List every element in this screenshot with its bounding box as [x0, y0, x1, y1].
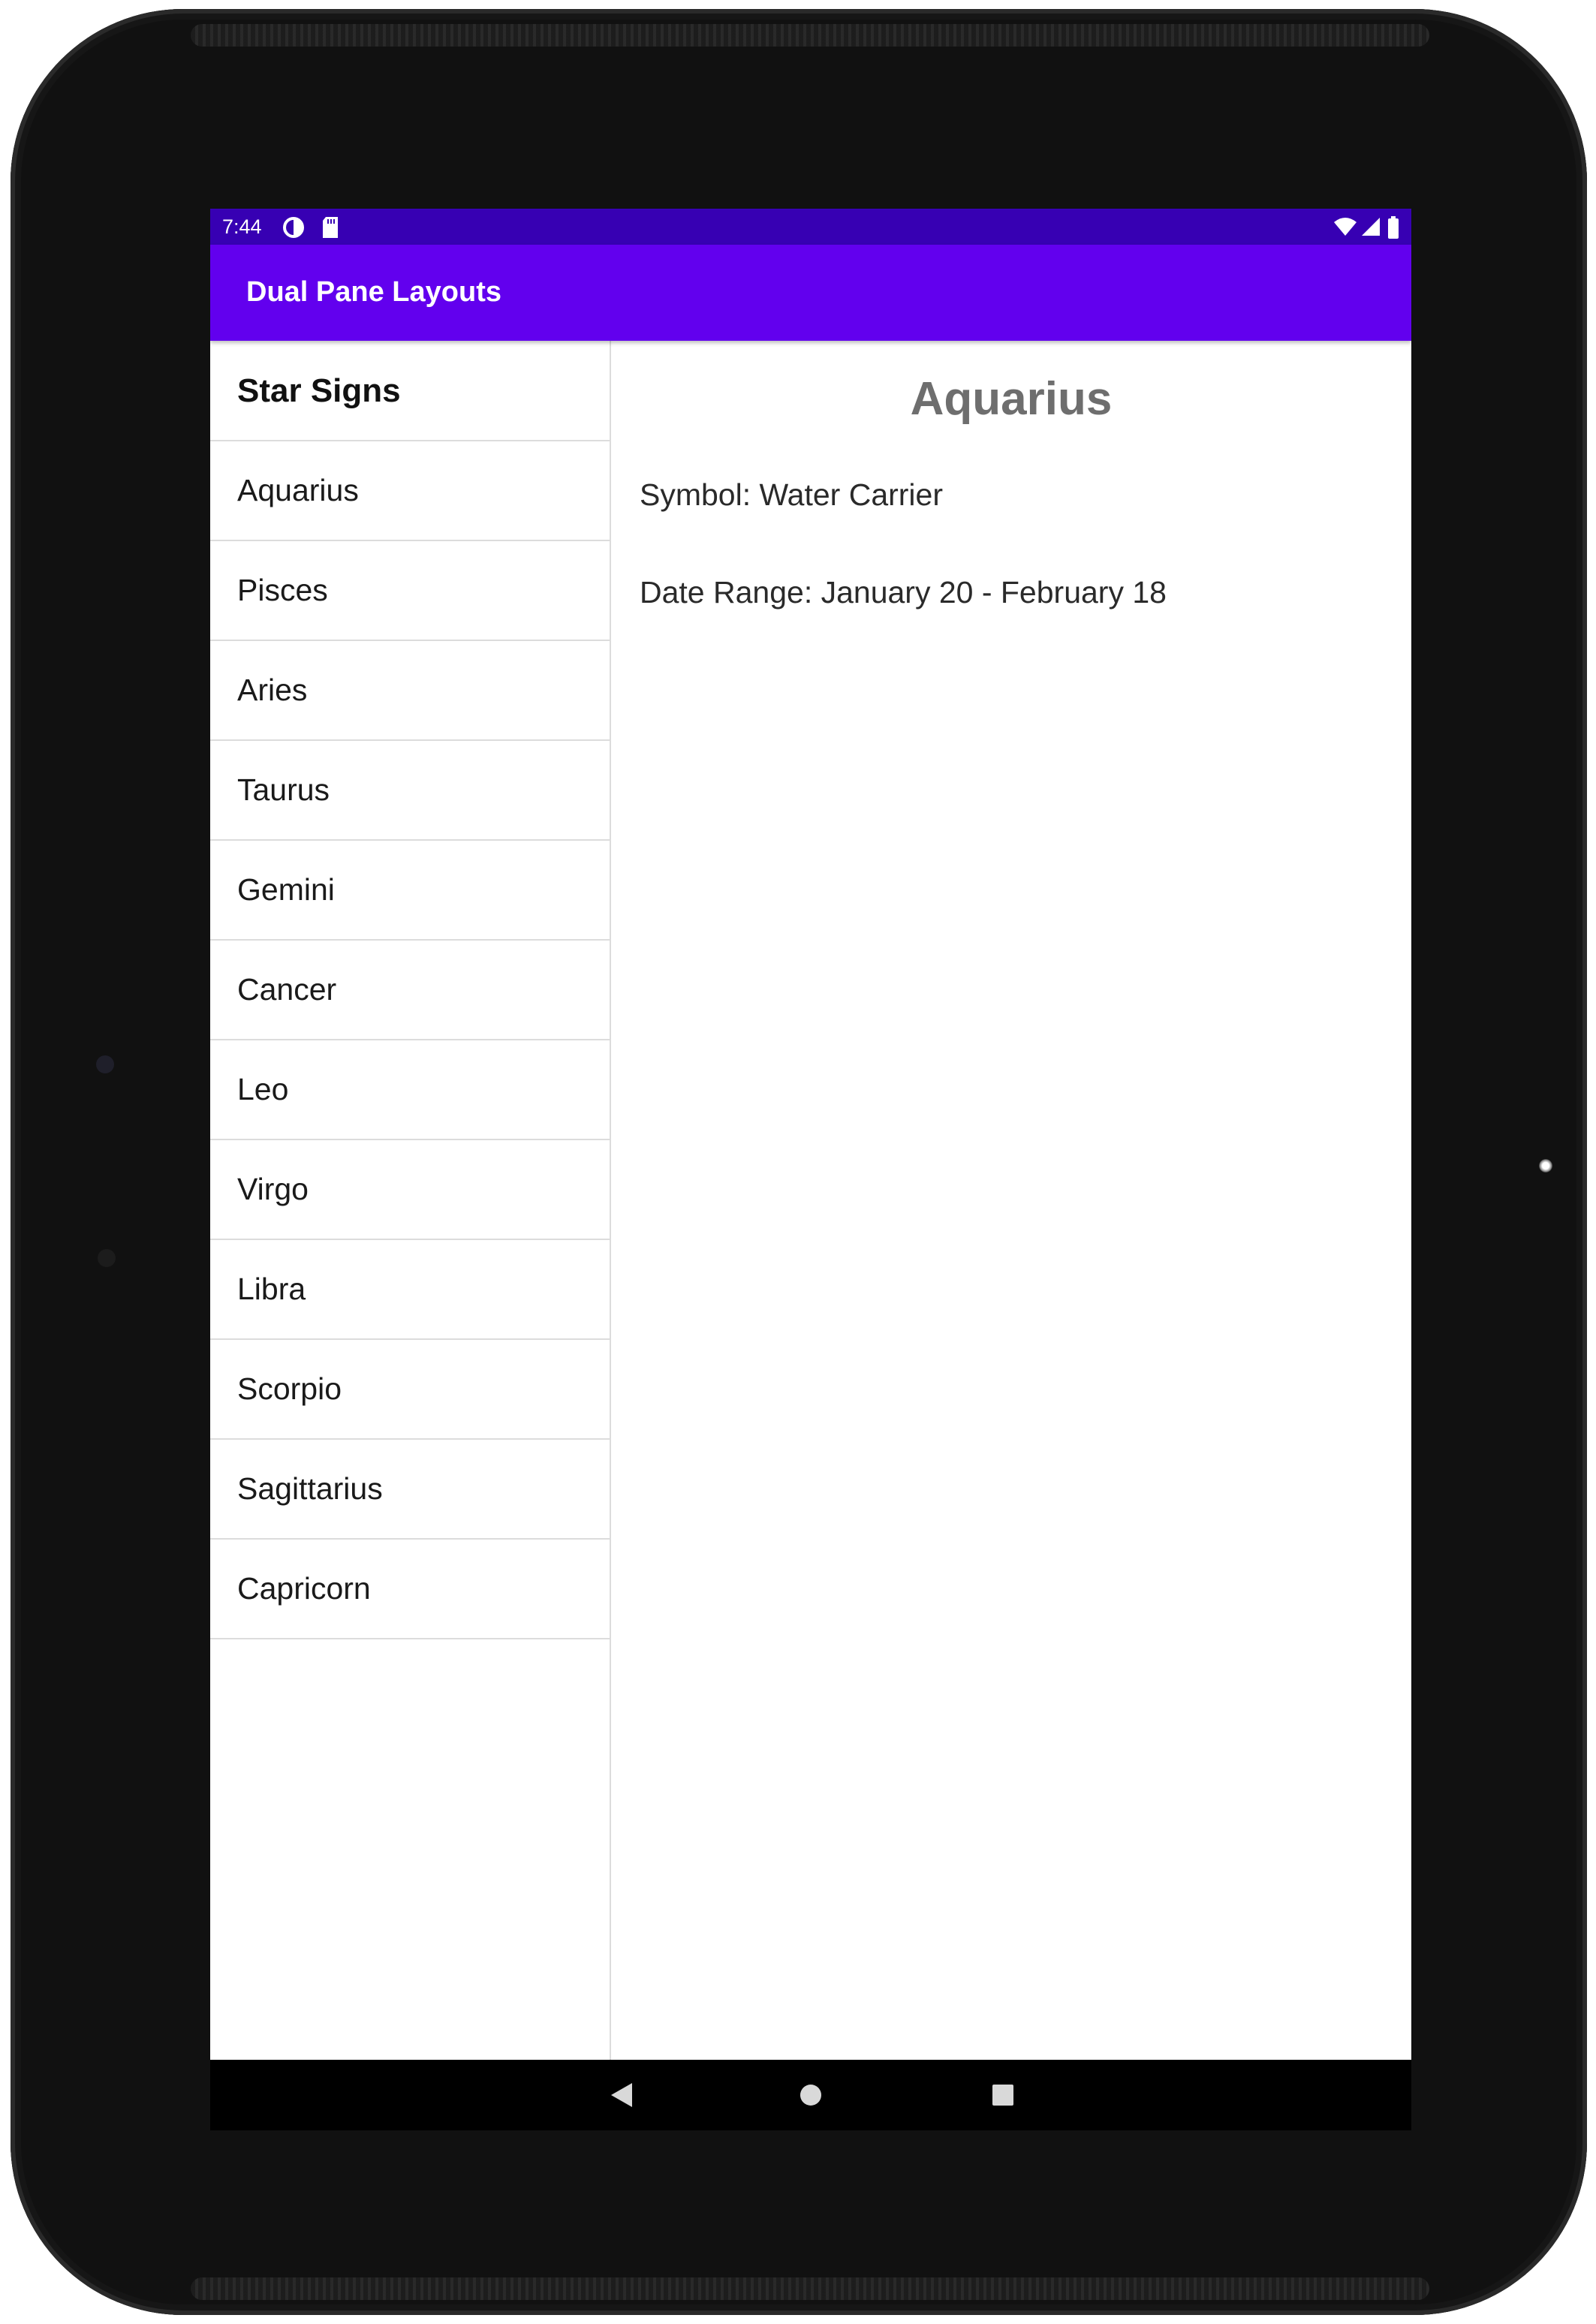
- list-item-virgo[interactable]: Virgo: [210, 1140, 610, 1240]
- detail-title: Aquarius: [910, 373, 1113, 425]
- star-signs-list-pane: [210, 341, 611, 2060]
- data-saver-icon: [282, 216, 305, 242]
- detail-pane: [611, 341, 1411, 2060]
- list-item-cancer[interactable]: Cancer: [210, 941, 610, 1040]
- device-screen: [210, 209, 1411, 2130]
- list-item-leo[interactable]: Leo: [210, 1040, 610, 1140]
- app-bar: [210, 245, 1411, 341]
- list-item-sagittarius[interactable]: Sagittarius: [210, 1440, 610, 1540]
- tablet-device-frame: [11, 9, 1587, 2315]
- top-speaker-grille: [191, 24, 1429, 47]
- notification-led: [1539, 1159, 1552, 1173]
- list-item-scorpio[interactable]: Scorpio: [210, 1340, 610, 1440]
- detail-symbol: Symbol: Water Carrier: [640, 477, 943, 512]
- sd-card-icon: [321, 216, 339, 242]
- list-item-taurus[interactable]: Taurus: [210, 741, 610, 841]
- list-item-gemini[interactable]: Gemini: [210, 841, 610, 941]
- back-icon[interactable]: [607, 2080, 637, 2110]
- list-item-capricorn[interactable]: Capricorn: [210, 1540, 610, 1639]
- list-item-libra[interactable]: Libra: [210, 1240, 610, 1340]
- home-icon[interactable]: [796, 2080, 826, 2110]
- status-bar: [210, 209, 1411, 245]
- list-item-aries[interactable]: Aries: [210, 641, 610, 741]
- bottom-speaker-grille: [191, 2277, 1429, 2300]
- list-item-aquarius[interactable]: Aquarius: [210, 441, 610, 541]
- wifi-icon: [1333, 216, 1357, 241]
- battery-icon: [1387, 216, 1399, 242]
- navigation-bar: [210, 2060, 1411, 2130]
- light-sensor: [98, 1249, 116, 1267]
- app-title: Dual Pane Layouts: [246, 276, 501, 308]
- detail-date-range: Date Range: January 20 - February 18: [640, 575, 1167, 610]
- status-time: 7:44: [222, 215, 262, 238]
- list-item-pisces[interactable]: Pisces: [210, 541, 610, 641]
- list-header: Star Signs: [210, 341, 610, 441]
- recents-icon[interactable]: [988, 2080, 1018, 2110]
- front-camera: [96, 1055, 114, 1073]
- cell-signal-icon: [1360, 216, 1381, 241]
